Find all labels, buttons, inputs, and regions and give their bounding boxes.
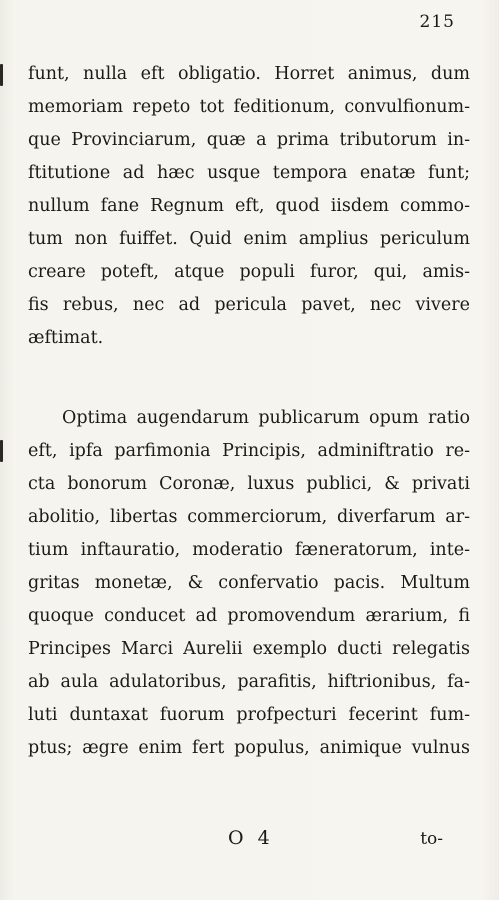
text-line: Principes Marci Aurelii exemplo ducti relegatis xyxy=(28,639,470,659)
catchword: to- xyxy=(420,829,443,849)
signature-mark: O 4 xyxy=(228,827,274,849)
text-line: fis rebus, nec ad pericula pavet, nec vivere xyxy=(28,295,470,315)
text-line: abolitio, libertas commerciorum, diverfarum ar- xyxy=(28,507,470,527)
text-line: quoque conducet ad promovendum ærarium, fi xyxy=(28,606,470,626)
text-line: creare poteft, atque populi furor, qui, amis- xyxy=(28,262,470,282)
text-line: ptus; ægre enim fert populus, animique vulnus xyxy=(28,738,470,758)
paragraph-1 xyxy=(28,58,470,355)
text-line: gritas monetæ, & confervatio pacis. Multum xyxy=(28,573,470,593)
text-line: memoriam repeto tot feditionum, convulfionum- xyxy=(28,97,470,117)
text-line: Optima augendarum publicarum opum ratio xyxy=(62,408,470,428)
text-line: æftimat. xyxy=(28,328,104,348)
text-line: tium inftauratio, moderatio fæneratorum, inte- xyxy=(28,540,470,560)
text-line: nullum fane Regnum eft, quod iisdem commo- xyxy=(28,196,470,216)
page-edge-mark xyxy=(0,440,3,462)
text-line: ftitutione ad hæc usque tempora enatæ funt; xyxy=(28,163,470,183)
text-line: cta bonorum Coronæ, luxus publici, & privati xyxy=(28,474,470,494)
text-line: funt, nulla eft obligatio. Horret animus, dum xyxy=(28,64,470,84)
text-line: ab aula adulatoribus, parafitis, hiftrionibus, fa- xyxy=(28,672,470,692)
paragraph-2 xyxy=(28,402,470,765)
text-line: eft, ipfa parfimonia Principis, adminiftratio re- xyxy=(28,441,470,461)
page-edge-mark xyxy=(0,64,3,86)
text-line: que Provinciarum, quæ a prima tributorum in- xyxy=(28,130,470,150)
page-number: 215 xyxy=(419,12,455,32)
text-line: tum non fuiffet. Quid enim amplius periculum xyxy=(28,229,470,249)
page-footer xyxy=(0,827,499,861)
text-line: luti duntaxat fuorum profpecturi fecerint fum- xyxy=(28,705,470,725)
